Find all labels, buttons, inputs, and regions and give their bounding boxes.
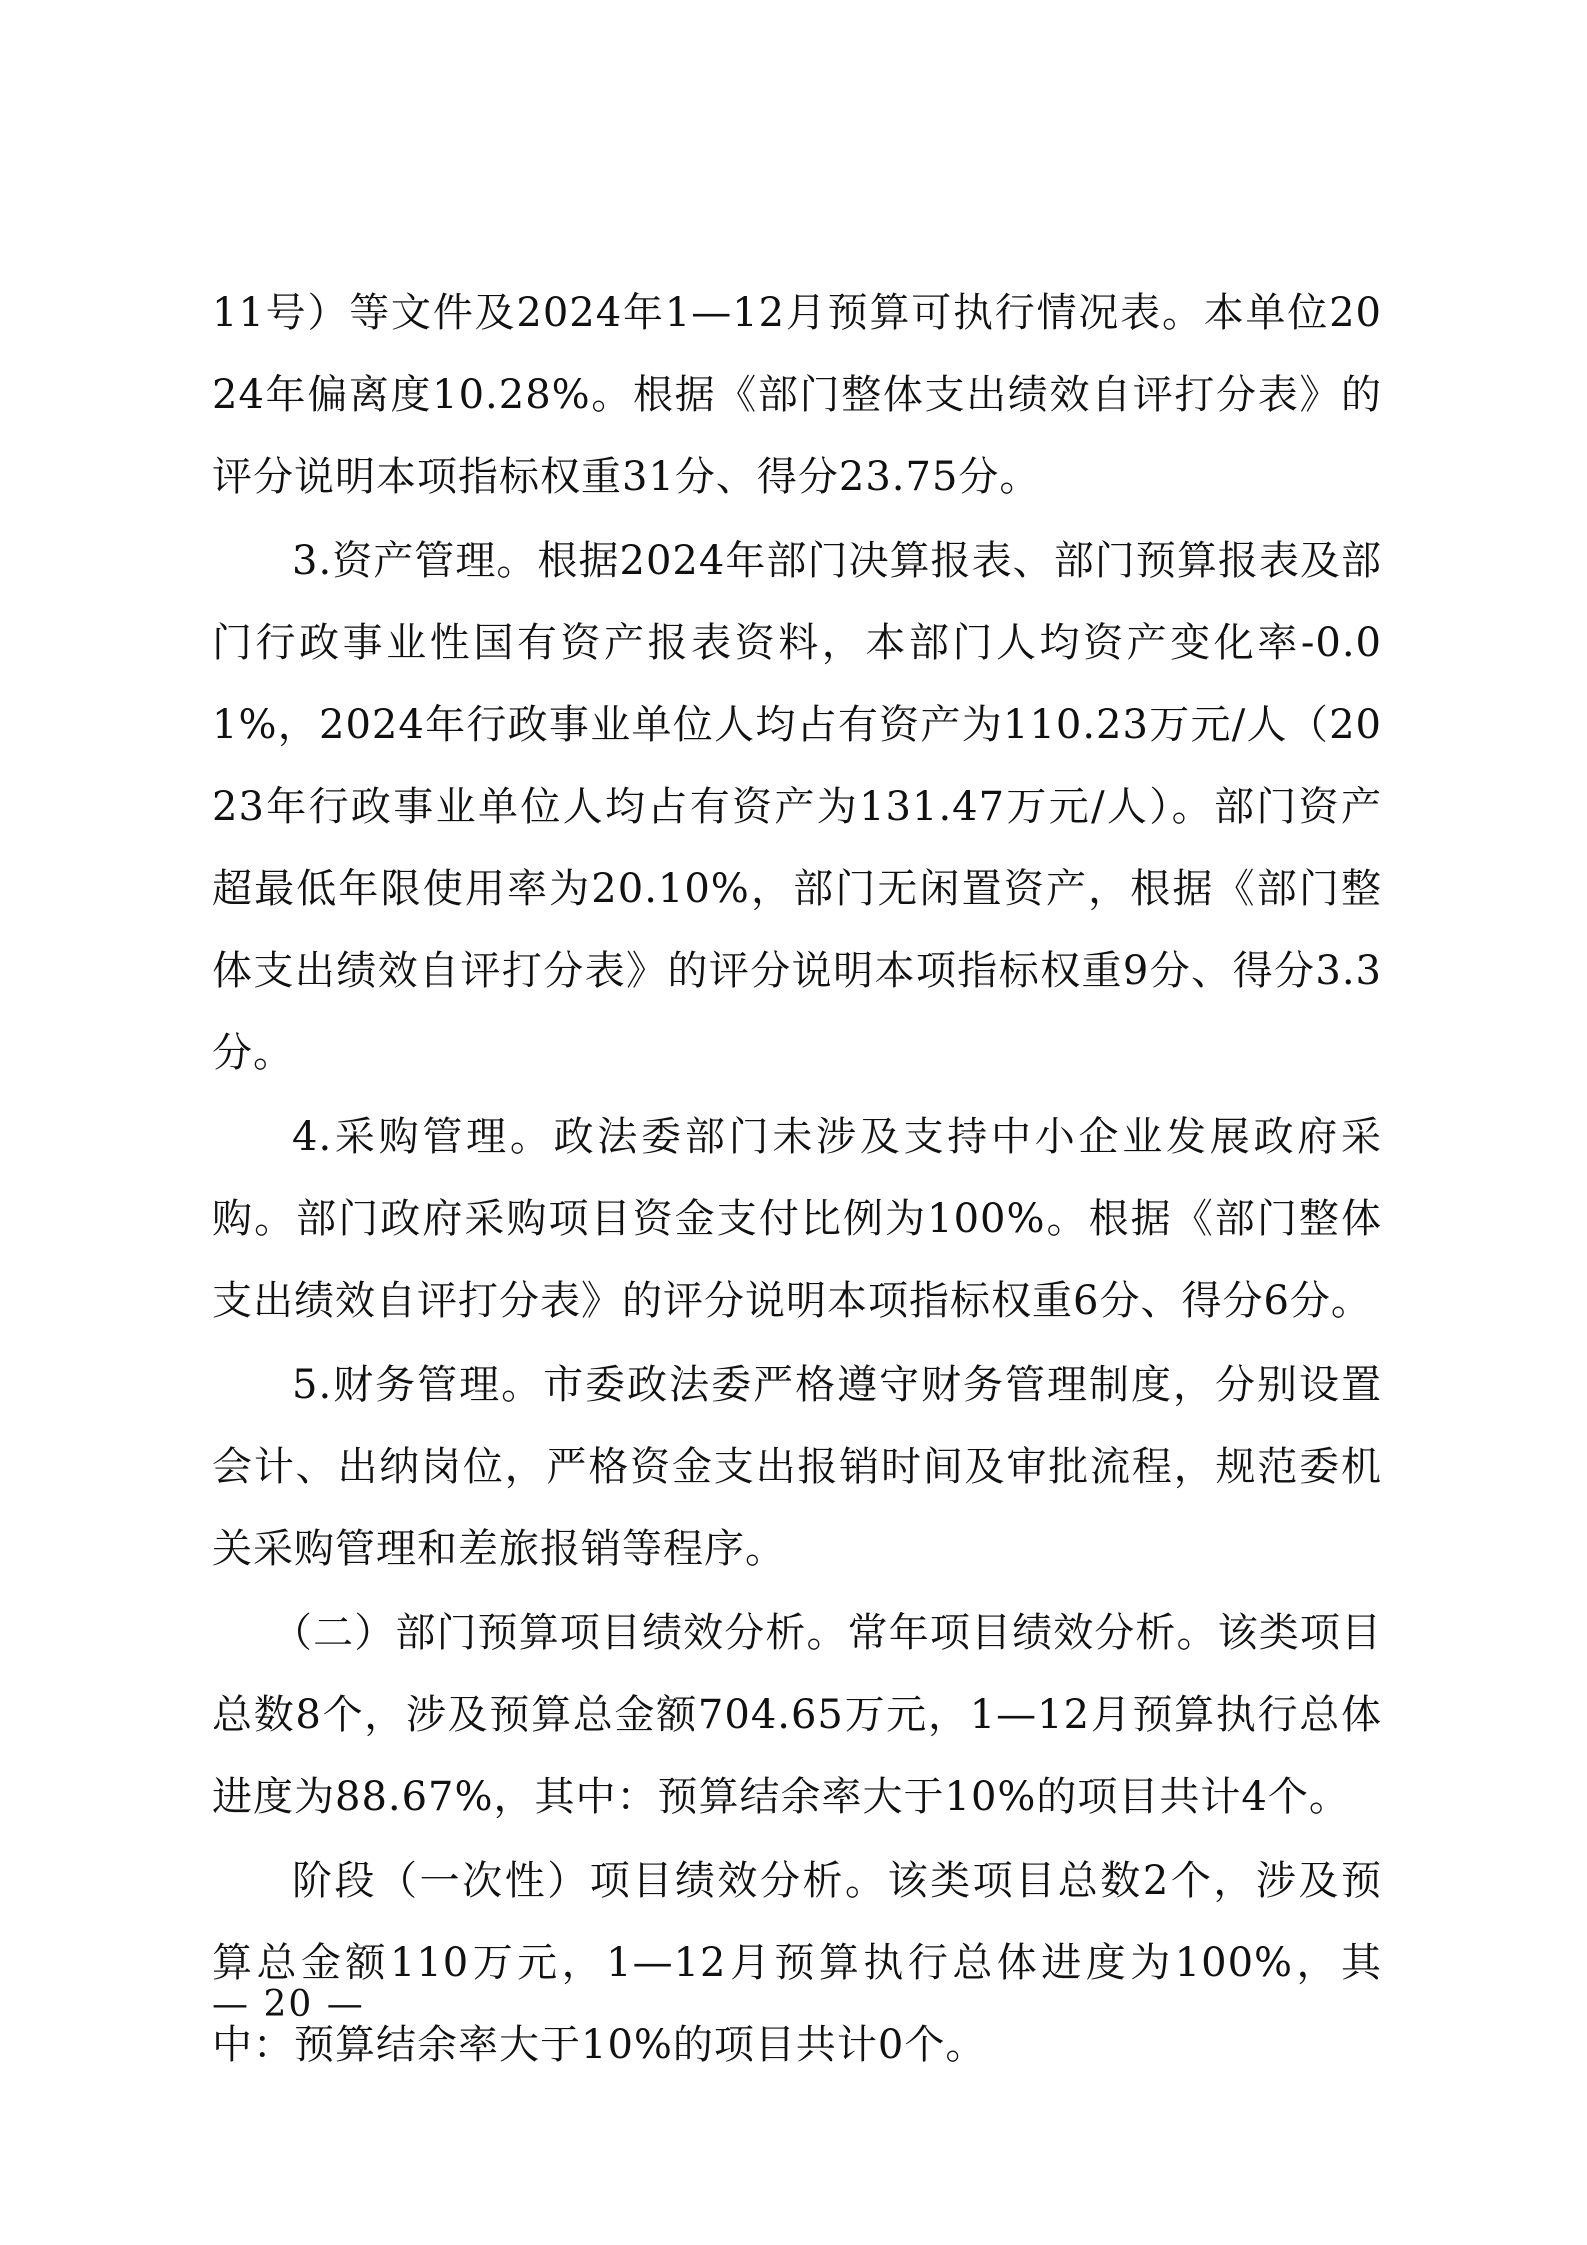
paragraph-asset-management: 3.资产管理。根据2024年部门决算报表、部门预算报表及部门行政事业性国有资产报表资料，本部门人均资产变化率-0.01%，2024年行政事业单位人均占有资产为110.23万元/人（2023年行政事业单位人均占有资产为131.47万元/人）。部门资产超最低年限使用率为20.10%，部门无闲置资产，根据《部门整体支出绩效自评打分表》的评分说明本项指标权重9分、得分3.3分。 xyxy=(212,538,1382,1076)
paragraph-project-performance-regular: （二）部门预算项目绩效分析。常年项目绩效分析。该类项目总数8个，涉及预算总金额704.65万元，1—12月预算执行总体进度为88.67%，其中：预算结余率大于10%的项目共计4个。 xyxy=(212,1610,1382,1820)
paragraph-financial-management: 5.财务管理。市委政法委严格遵守财务管理制度，分别设置会计、出纳岗位，严格资金支出报销时间及审批流程，规范委机关采购管理和差旅报销等程序。 xyxy=(212,1362,1382,1572)
page-number: — 20 — xyxy=(212,1984,365,2025)
paragraph-budget-deviation: 11号）等文件及2024年1—12月预算可执行情况表。本单位2024年偏离度10.28%。根据《部门整体支出绩效自评打分表》的评分说明本项指标权重31分、得分23.75分。 xyxy=(212,290,1382,500)
paragraph-procurement-management: 4.采购管理。政法委部门未涉及支持中小企业发展政府采购。部门政府采购项目资金支付比例为100%。根据《部门整体支出绩效自评打分表》的评分说明本项指标权重6分、得分6分。 xyxy=(212,1114,1382,1324)
paragraph-project-performance-one-time: 阶段（一次性）项目绩效分析。该类项目总数2个，涉及预算总金额110万元，1—12月预算执行总体进度为100%，其中：预算结余率大于10%的项目共计0个。 xyxy=(212,1858,1382,2068)
document-body xyxy=(212,272,1382,2088)
